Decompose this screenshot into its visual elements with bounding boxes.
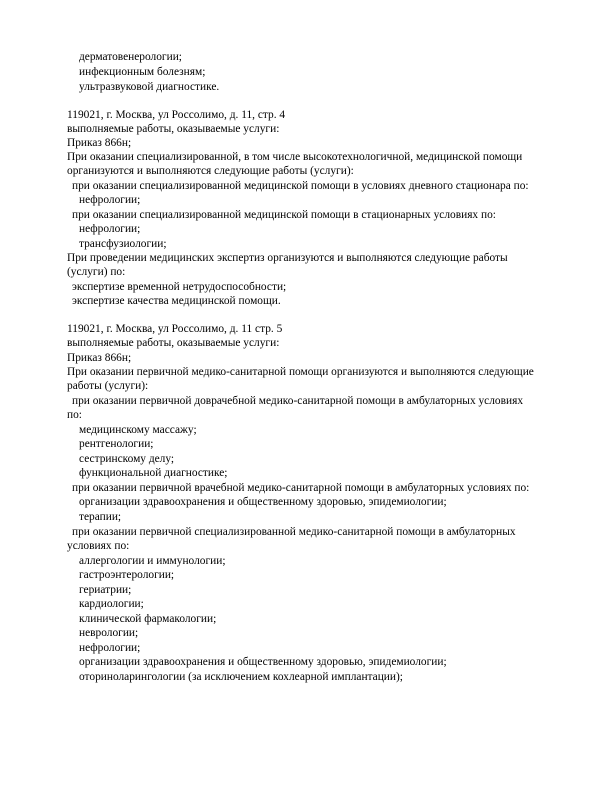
works-label: выполняемые работы, оказываемые услуги:: [67, 337, 280, 349]
list-item: инфекционным болезням;: [79, 66, 206, 78]
list-item: нефрологии;: [79, 194, 141, 206]
section-heading: при оказании специализированной медицинской помощи в стационарных условиях по:: [72, 209, 496, 221]
paragraph-line: При проведении медицинских экспертиз организуются и выполняются следующие работы: [67, 252, 508, 264]
works-label: выполняемые работы, оказываемые услуги:: [67, 123, 280, 135]
list-item: нефрологии;: [79, 642, 141, 654]
paragraph-line: организуются и выполняются следующие работы (услуги):: [67, 165, 354, 177]
list-item: ультразвуковой диагностике.: [79, 81, 220, 93]
list-item: клинической фармакологии;: [79, 613, 217, 625]
list-item: аллергологии и иммунологии;: [79, 555, 226, 567]
list-item: кардиологии;: [79, 598, 144, 610]
order-ref: Приказ 866н;: [67, 352, 132, 364]
list-item: функциональной диагностике;: [79, 467, 228, 479]
paragraph-line: При оказании первичной медико-санитарной помощи организуются и выполняются следующие: [67, 366, 534, 378]
section-heading: при оказании первичной специализированной медико-санитарной помощи в амбулаторных: [72, 526, 516, 538]
paragraph-line: (услуги) по:: [67, 266, 126, 278]
section-heading: при оказании первичной врачебной медико-санитарной помощи в амбулаторных условиях по:: [72, 482, 530, 494]
section-heading: по:: [67, 409, 82, 421]
list-item: терапии;: [79, 511, 122, 523]
list-item: организации здравоохранения и общественному здоровью, эпидемиологии;: [79, 496, 447, 508]
order-ref: Приказ 866н;: [67, 137, 132, 149]
list-item: экспертизе временной нетрудоспособности;: [72, 281, 287, 293]
list-item: организации здравоохранения и общественному здоровью, эпидемиологии;: [79, 656, 447, 668]
list-item: оториноларингологии (за исключением кохлеарной имплантации);: [79, 671, 403, 683]
list-item: трансфузиологии;: [79, 238, 167, 250]
list-item: рентгенологии;: [79, 438, 154, 450]
paragraph-line: При оказании специализированной, в том числе высокотехнологичной, медицинской помощи: [67, 151, 523, 163]
address: 119021, г. Москва, ул Россолимо, д. 11, стр. 4: [67, 109, 286, 121]
address: 119021, г. Москва, ул Россолимо, д. 11 стр. 5: [67, 323, 283, 335]
section-heading: при оказании специализированной медицинской помощи в условиях дневного стационара по:: [72, 180, 529, 192]
list-item: медицинскому массажу;: [79, 424, 197, 436]
list-item: нефрологии;: [79, 223, 141, 235]
list-item: дерматовенерологии;: [79, 51, 182, 63]
list-item: неврологии;: [79, 627, 139, 639]
list-item: экспертизе качества медицинской помощи.: [72, 295, 281, 307]
section-heading: условиях по:: [67, 540, 130, 552]
list-item: сестринскому делу;: [79, 453, 175, 465]
list-item: гериатрии;: [79, 584, 132, 596]
list-item: гастроэнтерологии;: [79, 569, 175, 581]
paragraph-line: работы (услуги):: [67, 380, 149, 392]
section-heading: при оказании первичной доврачебной медико-санитарной помощи в амбулаторных условиях: [72, 395, 524, 407]
